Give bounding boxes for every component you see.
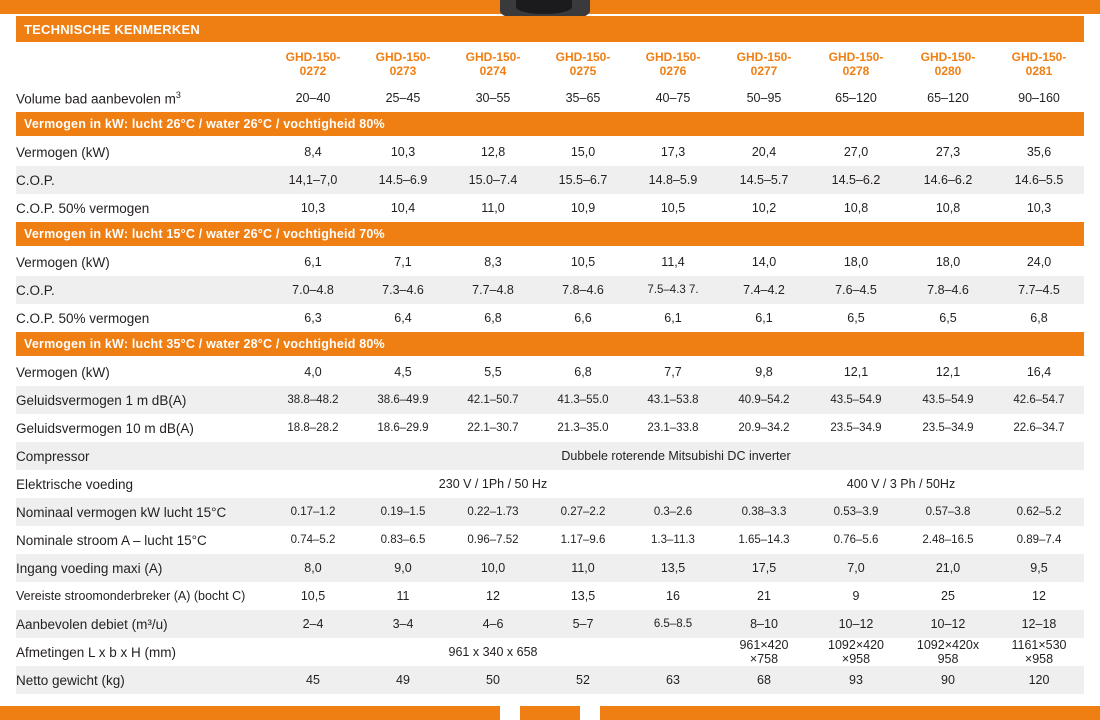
row-label-ingang-voeding: Ingang voeding maxi (A)	[16, 554, 268, 582]
row-label-nominaal-vermogen: Nominaal vermogen kW lucht 15°C	[16, 498, 268, 526]
cell-s3-vermogen-1: 4,5	[358, 357, 448, 386]
cell-nomstroom-1: 0.83–6.5	[358, 526, 448, 554]
cell-debiet-4: 6.5–8.5	[628, 610, 718, 638]
section-header-1	[16, 112, 1084, 137]
table-row-ingang-voeding	[16, 554, 1084, 582]
cell-afmetingen-5-line1: 961×420	[739, 638, 789, 652]
row-label-s2-cop: C.O.P.	[16, 276, 268, 304]
cell-s2-cop-0: 7.0–4.8	[268, 276, 358, 304]
cell-s1-cop-7: 14.6–6.2	[902, 166, 994, 194]
table-row-s1-cop	[16, 166, 1084, 194]
table-row-stroomonderbreker	[16, 582, 1084, 610]
cell-voeding-right: 400 V / 3 Ph / 50Hz	[718, 470, 1084, 498]
cell-geluid10-6: 23.5–34.9	[810, 414, 902, 442]
cell-s1-cop50-1: 10,4	[358, 194, 448, 222]
model-5-line1: GHD-150-	[736, 50, 792, 64]
row-label-stroomonderbreker: Vereiste stroomonderbreker (A) (bocht C)	[16, 582, 268, 610]
cell-voeding-left: 230 V / 1Ph / 50 Hz	[268, 470, 718, 498]
cell-debiet-2: 4–6	[448, 610, 538, 638]
cell-s1-vermogen-2: 12,8	[448, 137, 538, 166]
cell-ingang-8: 9,5	[994, 554, 1084, 582]
cell-nomstroom-4: 1.3–11.3	[628, 526, 718, 554]
cell-volume-0: 20–40	[268, 84, 358, 112]
cell-afmetingen-6-line1: 1092×420	[828, 638, 884, 652]
model-header-3	[538, 43, 628, 84]
cell-s1-cop-8: 14.6–5.5	[994, 166, 1084, 194]
cell-afmetingen-8-line1: 1161×530	[1011, 638, 1067, 652]
cell-s1-vermogen-7: 27,3	[902, 137, 994, 166]
model-3-line1: GHD-150-	[555, 50, 611, 64]
cell-geluid1-5: 40.9–54.2	[718, 386, 810, 414]
cell-s3-vermogen-8: 16,4	[994, 357, 1084, 386]
cell-afmetingen-8	[994, 638, 1084, 666]
cell-nomstroom-2: 0.96–7.52	[448, 526, 538, 554]
cell-s2-cop-5: 7.4–4.2	[718, 276, 810, 304]
model-3-line2: 0275	[569, 64, 597, 78]
cell-geluid1-1: 38.6–49.9	[358, 386, 448, 414]
cell-ingang-6: 7,0	[810, 554, 902, 582]
bottom-accent-segment-middle	[520, 706, 580, 720]
cell-nomverm-7: 0.57–3.8	[902, 498, 994, 526]
cell-geluid10-0: 18.8–28.2	[268, 414, 358, 442]
cell-s2-cop50-3: 6,6	[538, 304, 628, 332]
cell-afmetingen-6	[810, 638, 902, 666]
row-label-s3-vermogen: Vermogen (kW)	[16, 357, 268, 386]
model-8-line1: GHD-150-	[1011, 50, 1067, 64]
cell-s1-vermogen-3: 15,0	[538, 137, 628, 166]
cell-debiet-7: 10–12	[902, 610, 994, 638]
table-row-volume	[16, 84, 1084, 112]
cell-geluid10-2: 22.1–30.7	[448, 414, 538, 442]
table-row-debiet	[16, 610, 1084, 638]
cell-s2-cop50-1: 6,4	[358, 304, 448, 332]
cell-s1-vermogen-8: 35,6	[994, 137, 1084, 166]
model-header-8	[994, 43, 1084, 84]
cell-s1-vermogen-6: 27,0	[810, 137, 902, 166]
cell-nomverm-6: 0.53–3.9	[810, 498, 902, 526]
cell-afmetingen-7-line2: 958	[937, 652, 959, 666]
cell-nomverm-3: 0.27–2.2	[538, 498, 628, 526]
cell-gewicht-4: 63	[628, 666, 718, 694]
cell-s2-cop-1: 7.3–4.6	[358, 276, 448, 304]
cell-afmetingen-7	[902, 638, 994, 666]
cell-s2-cop50-0: 6,3	[268, 304, 358, 332]
cell-s2-cop50-6: 6,5	[810, 304, 902, 332]
cell-ingang-7: 21,0	[902, 554, 994, 582]
row-label-elektrische-voeding: Elektrische voeding	[16, 470, 268, 498]
cell-onderbreker-4: 16	[628, 582, 718, 610]
cell-s3-vermogen-6: 12,1	[810, 357, 902, 386]
table-row-afmetingen	[16, 638, 1084, 666]
cell-s2-cop-3: 7.8–4.6	[538, 276, 628, 304]
cell-geluid10-3: 21.3–35.0	[538, 414, 628, 442]
cell-ingang-4: 13,5	[628, 554, 718, 582]
page-title: TECHNISCHE KENMERKEN	[16, 16, 1084, 43]
cell-s3-vermogen-4: 7,7	[628, 357, 718, 386]
section-header-2-label: Vermogen in kW: lucht 15°C / water 26°C / vochtigheid 70%	[16, 222, 1084, 247]
row-label-geluid-1m: Geluidsvermogen 1 m dB(A)	[16, 386, 268, 414]
section-header-1-label: Vermogen in kW: lucht 26°C / water 26°C / vochtigheid 80%	[16, 112, 1084, 137]
model-header-4	[628, 43, 718, 84]
cell-volume-6: 65–120	[810, 84, 902, 112]
table-row-compressor	[16, 442, 1084, 470]
cell-s1-cop50-6: 10,8	[810, 194, 902, 222]
table-row-s1-vermogen	[16, 137, 1084, 166]
cell-s1-cop50-0: 10,3	[268, 194, 358, 222]
cell-geluid10-5: 20.9–34.2	[718, 414, 810, 442]
cell-geluid1-3: 41.3–55.0	[538, 386, 628, 414]
cell-s2-vermogen-3: 10,5	[538, 247, 628, 276]
cell-s2-cop50-5: 6,1	[718, 304, 810, 332]
table-row-nominaal-vermogen	[16, 498, 1084, 526]
table-row-elektrische-voeding	[16, 470, 1084, 498]
section-header-3-label: Vermogen in kW: lucht 35°C / water 28°C / vochtigheid 80%	[16, 332, 1084, 357]
table-title-row	[16, 16, 1084, 43]
row-label-volume	[16, 84, 268, 112]
cell-debiet-3: 5–7	[538, 610, 628, 638]
model-8-line2: 0281	[1025, 64, 1053, 78]
cell-geluid1-7: 43.5–54.9	[902, 386, 994, 414]
technical-specifications-table	[16, 16, 1084, 694]
cell-debiet-1: 3–4	[358, 610, 448, 638]
model-4-line2: 0276	[659, 64, 687, 78]
model-header-6	[810, 43, 902, 84]
table-row-s2-cop50	[16, 304, 1084, 332]
cell-nomverm-1: 0.19–1.5	[358, 498, 448, 526]
row-label-s1-cop: C.O.P.	[16, 166, 268, 194]
cell-gewicht-7: 90	[902, 666, 994, 694]
cell-geluid1-4: 43.1–53.8	[628, 386, 718, 414]
model-header-7	[902, 43, 994, 84]
cell-s1-cop-4: 14.8–5.9	[628, 166, 718, 194]
cell-nomstroom-6: 0.76–5.6	[810, 526, 902, 554]
cell-s1-vermogen-1: 10,3	[358, 137, 448, 166]
model-header-2	[448, 43, 538, 84]
cell-s2-vermogen-8: 24,0	[994, 247, 1084, 276]
cell-geluid10-4: 23.1–33.8	[628, 414, 718, 442]
cell-s2-cop-6: 7.6–4.5	[810, 276, 902, 304]
cell-geluid1-0: 38.8–48.2	[268, 386, 358, 414]
cell-afmetingen-5	[718, 638, 810, 666]
cell-s3-vermogen-2: 5,5	[448, 357, 538, 386]
cell-geluid10-7: 23.5–34.9	[902, 414, 994, 442]
model-7-line1: GHD-150-	[920, 50, 976, 64]
cell-afmetingen-8-line2: ×958	[1024, 652, 1054, 666]
cell-gewicht-1: 49	[358, 666, 448, 694]
cell-ingang-0: 8,0	[268, 554, 358, 582]
cell-s2-cop-4: 7.5–4.3 7.	[628, 276, 718, 304]
row-label-s2-cop50: C.O.P. 50% vermogen	[16, 304, 268, 332]
cell-s2-vermogen-1: 7,1	[358, 247, 448, 276]
cell-debiet-5: 8–10	[718, 610, 810, 638]
cell-ingang-1: 9,0	[358, 554, 448, 582]
cell-ingang-3: 11,0	[538, 554, 628, 582]
table-row-nominale-stroom	[16, 526, 1084, 554]
cell-onderbreker-6: 9	[810, 582, 902, 610]
cell-s1-vermogen-0: 8,4	[268, 137, 358, 166]
bottom-accent-segment-left	[0, 706, 500, 720]
cell-debiet-8: 12–18	[994, 610, 1084, 638]
model-6-line2: 0278	[842, 64, 870, 78]
section-header-2	[16, 222, 1084, 247]
cell-s3-vermogen-7: 12,1	[902, 357, 994, 386]
cell-s1-cop50-5: 10,2	[718, 194, 810, 222]
cell-geluid1-6: 43.5–54.9	[810, 386, 902, 414]
cell-geluid1-2: 42.1–50.7	[448, 386, 538, 414]
model-header-5	[718, 43, 810, 84]
cell-onderbreker-8: 12	[994, 582, 1084, 610]
cell-s2-cop50-8: 6,8	[994, 304, 1084, 332]
cell-onderbreker-3: 13,5	[538, 582, 628, 610]
cell-s2-cop-2: 7.7–4.8	[448, 276, 538, 304]
cell-s1-cop50-4: 10,5	[628, 194, 718, 222]
cell-s1-vermogen-5: 20,4	[718, 137, 810, 166]
cell-volume-1: 25–45	[358, 84, 448, 112]
row-label-compressor: Compressor	[16, 442, 268, 470]
cell-onderbreker-7: 25	[902, 582, 994, 610]
cell-geluid10-8: 22.6–34.7	[994, 414, 1084, 442]
cell-onderbreker-2: 12	[448, 582, 538, 610]
row-label-s2-vermogen: Vermogen (kW)	[16, 247, 268, 276]
model-2-line2: 0274	[479, 64, 507, 78]
cell-s2-cop50-7: 6,5	[902, 304, 994, 332]
cell-afmetingen-7-line1: 1092×420x	[916, 638, 980, 652]
cell-onderbreker-5: 21	[718, 582, 810, 610]
cell-onderbreker-1: 11	[358, 582, 448, 610]
model-5-line2: 0277	[750, 64, 778, 78]
cell-s1-cop-3: 15.5–6.7	[538, 166, 628, 194]
model-header-row	[16, 43, 1084, 84]
model-1-line2: 0273	[389, 64, 417, 78]
model-header-1	[358, 43, 448, 84]
cell-s2-vermogen-4: 11,4	[628, 247, 718, 276]
cell-s2-vermogen-2: 8,3	[448, 247, 538, 276]
cell-gewicht-3: 52	[538, 666, 628, 694]
cell-s2-cop-8: 7.7–4.5	[994, 276, 1084, 304]
cell-onderbreker-0: 10,5	[268, 582, 358, 610]
table-row-geluid-10m	[16, 414, 1084, 442]
table-row-s3-vermogen	[16, 357, 1084, 386]
model-7-line2: 0280	[934, 64, 962, 78]
cell-volume-5: 50–95	[718, 84, 810, 112]
cell-nomverm-5: 0.38–3.3	[718, 498, 810, 526]
cell-nomverm-0: 0.17–1.2	[268, 498, 358, 526]
row-label-s1-vermogen: Vermogen (kW)	[16, 137, 268, 166]
cell-s1-cop-1: 14.5–6.9	[358, 166, 448, 194]
cell-nomstroom-8: 0.89–7.4	[994, 526, 1084, 554]
cell-compressor-value: Dubbele roterende Mitsubishi DC inverter	[268, 442, 1084, 470]
row-label-netto-gewicht: Netto gewicht (kg)	[16, 666, 268, 694]
cell-s2-vermogen-7: 18,0	[902, 247, 994, 276]
cell-s3-vermogen-0: 4,0	[268, 357, 358, 386]
model-2-line1: GHD-150-	[465, 50, 521, 64]
row-label-debiet: Aanbevolen debiet (m³/u)	[16, 610, 268, 638]
cell-gewicht-5: 68	[718, 666, 810, 694]
cell-s3-vermogen-5: 9,8	[718, 357, 810, 386]
cell-s2-vermogen-0: 6,1	[268, 247, 358, 276]
cell-volume-2: 30–55	[448, 84, 538, 112]
cell-nomstroom-7: 2.48–16.5	[902, 526, 994, 554]
cell-s1-cop50-3: 10,9	[538, 194, 628, 222]
cell-debiet-0: 2–4	[268, 610, 358, 638]
cell-nomstroom-5: 1.65–14.3	[718, 526, 810, 554]
cell-afmetingen-span: 961 x 340 x 658	[268, 638, 718, 666]
cell-nomstroom-0: 0.74–5.2	[268, 526, 358, 554]
model-header-0	[268, 43, 358, 84]
cell-nomstroom-3: 1.17–9.6	[538, 526, 628, 554]
cell-debiet-6: 10–12	[810, 610, 902, 638]
cell-s1-cop50-8: 10,3	[994, 194, 1084, 222]
cell-s1-cop-2: 15.0–7.4	[448, 166, 538, 194]
cell-s2-vermogen-5: 14,0	[718, 247, 810, 276]
cell-s1-cop50-2: 11,0	[448, 194, 538, 222]
section-header-3	[16, 332, 1084, 357]
cell-gewicht-0: 45	[268, 666, 358, 694]
cell-volume-8: 90–160	[994, 84, 1084, 112]
top-notch-inner-decoration	[516, 0, 572, 14]
bottom-accent-decoration	[0, 704, 1100, 720]
cell-gewicht-2: 50	[448, 666, 538, 694]
row-label-volume-sup: 3	[175, 89, 181, 100]
model-header-spacer	[16, 43, 268, 84]
model-6-line1: GHD-150-	[828, 50, 884, 64]
cell-s1-cop-6: 14.5–6.2	[810, 166, 902, 194]
cell-s1-cop50-7: 10,8	[902, 194, 994, 222]
model-4-line1: GHD-150-	[645, 50, 701, 64]
cell-ingang-5: 17,5	[718, 554, 810, 582]
table-row-s2-cop	[16, 276, 1084, 304]
table-row-s2-vermogen	[16, 247, 1084, 276]
row-label-volume-text: Volume bad aanbevolen m	[16, 91, 176, 107]
cell-s1-cop-5: 14.5–5.7	[718, 166, 810, 194]
cell-volume-3: 35–65	[538, 84, 628, 112]
cell-s3-vermogen-3: 6,8	[538, 357, 628, 386]
cell-ingang-2: 10,0	[448, 554, 538, 582]
row-label-nominale-stroom: Nominale stroom A – lucht 15°C	[16, 526, 268, 554]
cell-s2-cop50-2: 6,8	[448, 304, 538, 332]
cell-nomverm-8: 0.62–5.2	[994, 498, 1084, 526]
row-label-afmetingen: Afmetingen L x b x H (mm)	[16, 638, 268, 666]
model-1-line1: GHD-150-	[375, 50, 431, 64]
cell-gewicht-8: 120	[994, 666, 1084, 694]
cell-s1-vermogen-4: 17,3	[628, 137, 718, 166]
row-label-geluid-10m: Geluidsvermogen 10 m dB(A)	[16, 414, 268, 442]
model-0-line2: 0272	[299, 64, 327, 78]
cell-afmetingen-6-line2: ×958	[841, 652, 871, 666]
cell-geluid10-1: 18.6–29.9	[358, 414, 448, 442]
cell-s2-vermogen-6: 18,0	[810, 247, 902, 276]
cell-geluid1-8: 42.6–54.7	[994, 386, 1084, 414]
cell-volume-7: 65–120	[902, 84, 994, 112]
cell-s1-cop-0: 14,1–7,0	[268, 166, 358, 194]
model-0-line1: GHD-150-	[285, 50, 341, 64]
cell-nomverm-2: 0.22–1.73	[448, 498, 538, 526]
row-label-s1-cop50: C.O.P. 50% vermogen	[16, 194, 268, 222]
cell-gewicht-6: 93	[810, 666, 902, 694]
cell-nomverm-4: 0.3–2.6	[628, 498, 718, 526]
cell-volume-4: 40–75	[628, 84, 718, 112]
cell-afmetingen-5-line2: ×758	[749, 652, 779, 666]
bottom-accent-segment-right	[600, 706, 1100, 720]
cell-s2-cop-7: 7.8–4.6	[902, 276, 994, 304]
table-row-geluid-1m	[16, 386, 1084, 414]
table-row-netto-gewicht	[16, 666, 1084, 694]
cell-s2-cop50-4: 6,1	[628, 304, 718, 332]
table-row-s1-cop50	[16, 194, 1084, 222]
